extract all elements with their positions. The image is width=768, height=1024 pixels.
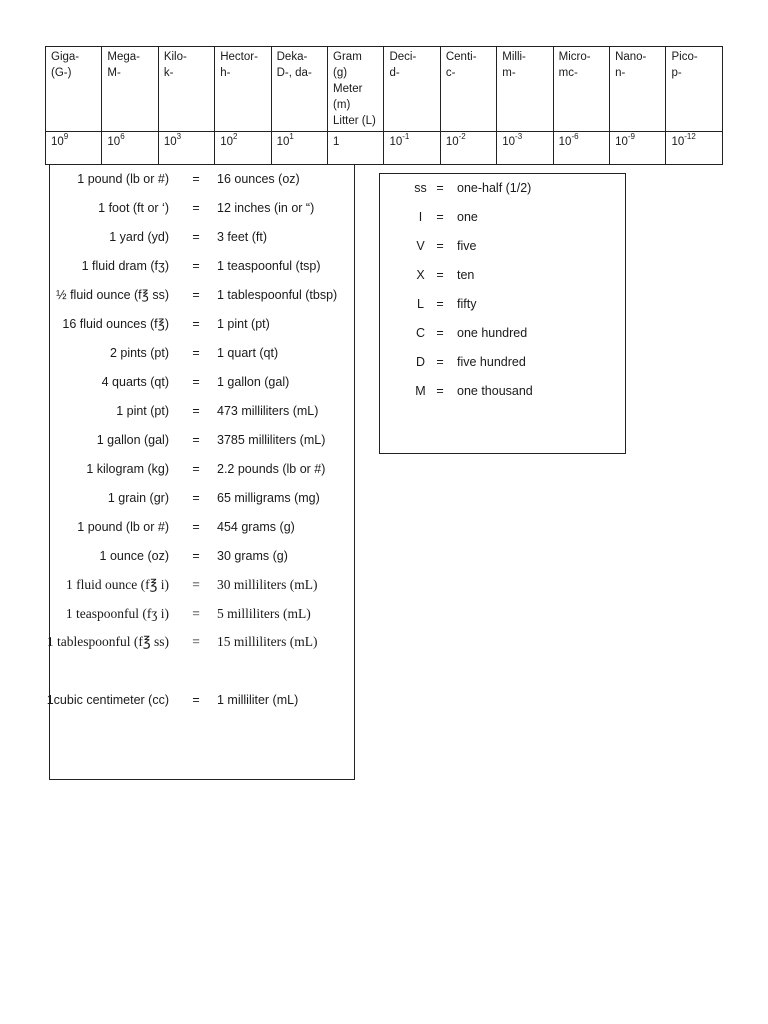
conversion-left: 1cubic centimeter (cc) — [46, 693, 169, 707]
roman-symbol: I — [418, 210, 423, 224]
conversion-row — [46, 632, 354, 652]
conversion-left: 1 yard (yd) — [109, 230, 169, 244]
conversion-row — [50, 227, 354, 247]
prefix-value-cell — [666, 132, 723, 165]
conversion-left: 1 grain (gr) — [107, 491, 169, 505]
prefix-value-base: 10 — [107, 136, 121, 148]
conversion-row — [50, 169, 354, 189]
prefix-name-cell — [497, 47, 553, 132]
conversion-equals: = — [192, 172, 200, 186]
prefix-value-base: 10 — [163, 136, 177, 148]
roman-numeral-row — [380, 207, 625, 227]
conversion-left: 1 fluid ounce (f℥ i) — [65, 577, 169, 592]
conversion-row — [50, 546, 354, 566]
conversion-equals: = — [192, 462, 200, 476]
conversion-right: 2.2 pounds (lb or #) — [217, 462, 326, 476]
prefix-name-line: Meter (m) — [333, 83, 363, 111]
conversion-equals: = — [192, 201, 200, 215]
conversion-left: 2 pints (pt) — [109, 346, 169, 360]
prefix-name-line: M- — [107, 67, 121, 79]
roman-meaning: one thousand — [457, 384, 533, 398]
conversion-right: 5 milliliters (mL) — [217, 606, 311, 621]
conversion-left: 1 foot (ft or ‘) — [98, 201, 169, 215]
prefix-value-base: 10 — [558, 136, 572, 148]
roman-meaning: one hundred — [457, 326, 528, 340]
conversion-equals: = — [192, 693, 200, 707]
prefix-value-cell — [384, 132, 440, 165]
conversion-row — [50, 285, 354, 305]
prefix-value-exponent: -3 — [515, 132, 523, 142]
prefix-value-cell — [215, 132, 271, 165]
conversion-right: 12 inches (in or “) — [217, 201, 315, 215]
roman-meaning: ten — [457, 268, 475, 282]
conversion-equals: = — [192, 433, 200, 447]
prefix-value-exponent: -9 — [627, 132, 635, 142]
prefix-value-cell — [553, 132, 609, 165]
metric-prefix-table — [45, 46, 723, 165]
conversion-equals: = — [192, 230, 200, 244]
roman-numeral-row — [380, 294, 625, 314]
prefix-value-cell — [271, 132, 327, 165]
prefix-name-line: c- — [445, 67, 456, 79]
prefix-name-cell — [158, 47, 214, 132]
conversion-left: 1 teaspoonful (fʒ i) — [65, 606, 169, 621]
prefix-value-cell — [102, 132, 158, 165]
prefix-name-row — [46, 47, 723, 132]
conversion-equals: = — [192, 259, 200, 273]
conversion-equals: = — [192, 404, 200, 418]
prefix-name-line: Kilo- — [163, 51, 187, 63]
conversion-left: 1 tablespoonful (f℥ ss) — [46, 634, 169, 649]
conversion-right: 30 milliliters (mL) — [217, 577, 318, 592]
prefix-value-cell — [328, 132, 384, 165]
prefix-value-row — [46, 132, 723, 165]
conversion-left: 4 quarts (qt) — [101, 375, 169, 389]
prefix-value-cell — [610, 132, 666, 165]
prefix-name-line: Deci- — [389, 51, 417, 63]
prefix-value-cell — [158, 132, 214, 165]
prefix-name-line: h- — [220, 67, 231, 79]
roman-symbol: ss — [414, 181, 427, 195]
prefix-value-exponent: 1 — [289, 132, 294, 142]
prefix-value-exponent: -6 — [571, 132, 579, 142]
prefix-value-base: 10 — [389, 136, 403, 148]
conversion-right: 1 milliliter (mL) — [217, 693, 299, 707]
prefix-value-base: 10 — [671, 136, 685, 148]
conversion-row — [50, 488, 354, 508]
prefix-name-cell — [666, 47, 723, 132]
conversion-left: 1 pint (pt) — [116, 404, 169, 418]
prefix-name-line: d- — [389, 67, 400, 79]
roman-meaning: one — [457, 210, 478, 224]
prefix-value-exponent: 9 — [63, 132, 69, 142]
prefix-name-line: Micro- — [558, 51, 591, 63]
roman-equals: = — [436, 210, 444, 224]
conversion-equals: = — [192, 634, 200, 649]
prefix-name-cell — [271, 47, 327, 132]
roman-meaning: five hundred — [457, 355, 526, 369]
prefix-value-cell — [440, 132, 496, 165]
prefix-name-line: n- — [615, 67, 626, 79]
prefix-name-line: (G-) — [51, 67, 72, 79]
conversion-row — [50, 401, 354, 421]
prefix-value-base: 10 — [502, 136, 516, 148]
prefix-name-line: k- — [163, 67, 174, 79]
conversion-left: 1 kilogram (kg) — [86, 462, 169, 476]
prefix-name-line: Pico- — [671, 51, 698, 63]
prefix-name-cell — [215, 47, 271, 132]
conversion-equals: = — [192, 317, 200, 331]
roman-numeral-row — [380, 381, 625, 401]
conversion-row — [50, 604, 354, 624]
roman-equals: = — [436, 181, 444, 195]
prefix-name-cell — [384, 47, 440, 132]
prefix-name-cell — [610, 47, 666, 132]
prefix-name-line: Giga- — [51, 51, 80, 63]
conversion-row — [50, 372, 354, 392]
prefix-value-exponent: 2 — [233, 132, 238, 142]
prefix-name-line: Mega- — [107, 51, 141, 63]
prefix-name-line: p- — [671, 67, 682, 79]
roman-meaning: fifty — [457, 297, 477, 311]
prefix-value-exponent: -1 — [402, 132, 410, 142]
prefix-name-line: Centi- — [445, 51, 477, 63]
prefix-name-line: Deka- — [276, 51, 308, 63]
roman-numeral-row — [380, 178, 625, 198]
prefix-value-base: 1 — [333, 136, 340, 148]
prefix-value-exponent: 6 — [120, 132, 125, 142]
roman-equals: = — [436, 239, 444, 253]
prefix-value-base: 10 — [51, 136, 64, 148]
conversion-right: 65 milligrams (mg) — [217, 491, 320, 505]
roman-symbol: L — [417, 297, 424, 311]
conversion-left: ½ fluid ounce (f℥ ss) — [56, 288, 169, 302]
conversion-left: 1 fluid dram (fʒ) — [81, 259, 169, 273]
prefix-name-line: Litter (L) — [333, 115, 376, 127]
conversion-left: 1 gallon (gal) — [96, 433, 169, 447]
conversion-right: 16 ounces (oz) — [217, 172, 300, 186]
prefix-value-base: 10 — [445, 136, 459, 148]
prefix-name-line: Milli- — [502, 51, 526, 63]
conversion-equals: = — [192, 549, 200, 563]
roman-numeral-box — [379, 173, 626, 454]
conversion-left: 16 fluid ounces (f℥) — [62, 317, 169, 331]
roman-meaning: five — [457, 239, 477, 253]
conversion-right: 3 feet (ft) — [217, 230, 268, 244]
conversion-right: 3785 milliliters (mL) — [217, 433, 326, 447]
prefix-value-base: 10 — [220, 136, 234, 148]
prefix-name-cell — [440, 47, 496, 132]
roman-equals: = — [436, 326, 444, 340]
roman-meaning: one-half (1/2) — [457, 181, 532, 195]
conversion-row — [50, 314, 354, 334]
conversion-row — [50, 343, 354, 363]
conversion-row — [50, 517, 354, 537]
roman-equals: = — [436, 297, 444, 311]
conversion-row — [50, 256, 354, 276]
roman-numeral-row — [380, 236, 625, 256]
prefix-name-line: Hector- — [220, 51, 258, 63]
prefix-name-line: Nano- — [615, 51, 647, 63]
conversion-row — [50, 575, 354, 595]
conversion-right: 30 grams (g) — [217, 549, 288, 563]
conversion-right: 1 quart (qt) — [217, 346, 279, 360]
conversion-left: 1 ounce (oz) — [99, 549, 169, 563]
conversion-equals: = — [192, 288, 200, 302]
roman-equals: = — [436, 384, 444, 398]
prefix-name-cell — [102, 47, 158, 132]
conversion-equals: = — [192, 520, 200, 534]
conversion-row — [46, 690, 354, 710]
roman-symbol: X — [416, 268, 425, 282]
roman-numeral-row — [380, 323, 625, 343]
conversion-row — [50, 430, 354, 450]
roman-symbol: C — [415, 326, 426, 340]
prefix-name-line: mc- — [558, 67, 578, 79]
roman-symbol: D — [415, 355, 426, 369]
conversion-row — [50, 198, 354, 218]
conversion-right: 1 pint (pt) — [217, 317, 270, 331]
conversion-equals: = — [192, 491, 200, 505]
conversion-left: 1 pound (lb or #) — [77, 172, 169, 186]
prefix-value-base: 10 — [615, 136, 628, 148]
conversion-right: 473 milliliters (mL) — [217, 404, 319, 418]
conversion-equals: = — [192, 346, 200, 360]
prefix-value-cell — [497, 132, 553, 165]
roman-equals: = — [436, 268, 444, 282]
conversion-right: 1 gallon (gal) — [217, 375, 290, 389]
prefix-value-exponent: -12 — [684, 132, 696, 142]
prefix-value-base: 10 — [276, 136, 290, 148]
prefix-value-cell — [46, 132, 102, 165]
prefix-value-exponent: -2 — [458, 132, 466, 142]
conversion-right: 1 tablespoonful (tbsp) — [217, 288, 338, 302]
unit-conversion-box — [46, 164, 355, 780]
roman-numeral-row — [380, 265, 625, 285]
conversion-right: 454 grams (g) — [217, 520, 295, 534]
conversion-equals: = — [192, 375, 200, 389]
prefix-name-line: D-, da- — [276, 67, 312, 79]
prefix-name-line: m- — [502, 67, 516, 79]
prefix-name-cell — [328, 47, 384, 132]
roman-symbol: V — [416, 239, 425, 253]
conversion-row — [50, 459, 354, 479]
prefix-value-exponent: 3 — [176, 132, 182, 142]
roman-symbol: M — [415, 384, 426, 398]
roman-numeral-row — [380, 352, 625, 372]
conversion-equals: = — [192, 577, 200, 592]
prefix-name-line: Gram (g) — [333, 51, 362, 79]
conversion-equals: = — [192, 606, 200, 621]
conversion-left: 1 pound (lb or #) — [77, 520, 169, 534]
prefix-name-cell — [553, 47, 609, 132]
roman-equals: = — [436, 355, 444, 369]
conversion-right: 15 milliliters (mL) — [217, 634, 318, 649]
prefix-name-cell — [46, 47, 102, 132]
conversion-right: 1 teaspoonful (tsp) — [217, 259, 321, 273]
